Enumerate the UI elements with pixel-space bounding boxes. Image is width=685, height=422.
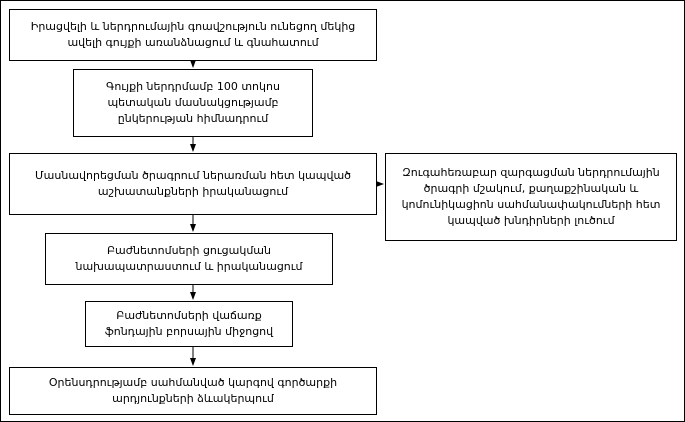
flow-node-3 [9, 153, 377, 215]
flow-node-6 [9, 367, 377, 415]
flow-node-4-label: Բաժնետոմսերի ցուցակման նախապատրաստում և իրականացում [75, 244, 303, 273]
flow-node-6-label: Օրենսդրությամբ սահմանված կարգով գործարքի արդյունքների ձևակերպում [48, 376, 338, 405]
flow-node-2-label: Գույքի ներդրմամբ 100 տոկոս պետական մասնակցությամբ ընկերության հիմնադրում [106, 80, 280, 125]
flow-node-5-label: Բաժնետոմսերի վաճառք ֆոնդային բորսային միջոցով [104, 309, 274, 338]
flow-node-4 [45, 233, 333, 285]
flow-node-5 [85, 301, 293, 347]
flow-node-1-label: Իրացվելի և ներդրումային գոավշություն ունեցող մեկից ավելի գույքի առանձնացում և գնահատում [30, 20, 356, 49]
flow-node-1 [9, 9, 377, 61]
flow-node-7-label: Զուգահեռաբար զարգացման ներդրումային ծրագրի մշակում, քաղաքշինական և կոմունիկացիոն սահմանափակումների հետ կապված խնդիրների լուծում [401, 166, 661, 227]
flow-node-2 [73, 69, 313, 137]
flow-node-3-label: Մասնավորեցման ծրագրում ներառման հետ կապված աշխատանքների իրականացում [34, 169, 352, 198]
flow-node-7 [385, 153, 677, 241]
